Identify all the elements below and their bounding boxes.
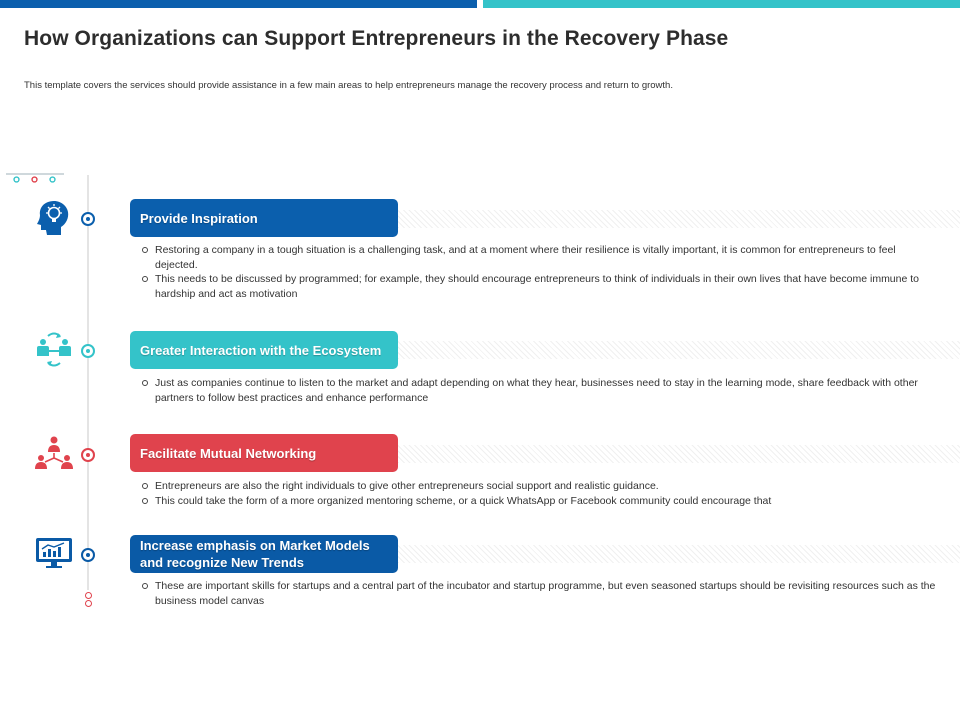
timeline-node — [81, 448, 95, 462]
decor-gear-icon — [48, 176, 57, 183]
monitor-chart-icon — [34, 534, 74, 574]
timeline-line — [87, 175, 89, 590]
bullet-item: This could take the form of a more organized mentoring scheme, or a quick WhatsApp or Facebook community could encourage that — [140, 494, 940, 509]
header-stripe — [398, 210, 960, 228]
timeline-end-dot — [85, 592, 92, 599]
head-lightbulb-icon — [34, 198, 74, 238]
page-title: How Organizations can Support Entrepreneurs in the Recovery Phase — [24, 27, 729, 50]
timeline-node — [81, 212, 95, 226]
top-bar-teal — [483, 0, 960, 8]
section-bullet-list — [140, 376, 940, 405]
people-exchange-icon — [34, 330, 74, 370]
top-bar-blue — [0, 0, 477, 8]
section-heading-market-models: Increase emphasis on Market Models and recognize New Trends — [130, 535, 398, 573]
decor-gear-icon — [30, 176, 39, 183]
timeline-end-dot — [85, 600, 92, 607]
bullet-item: Restoring a company in a tough situation is a challenging task, and at a moment where their resilience is vitally important, it is common for entrepreneurs to feel dejected. — [140, 243, 940, 272]
section-bullet-list — [140, 579, 940, 608]
timeline-node — [81, 344, 95, 358]
header-stripe — [398, 545, 960, 563]
timeline-top-rule — [6, 173, 64, 175]
section-heading-ecosystem: Greater Interaction with the Ecosystem — [130, 331, 398, 369]
timeline-node — [81, 548, 95, 562]
header-stripe — [398, 445, 960, 463]
section-heading-networking: Facilitate Mutual Networking — [130, 434, 398, 472]
bullet-item: This needs to be discussed by programmed; for example, they should encourage entrepreneurs to think of individuals in their own lives that have become immune to hardship and act as motivation — [140, 272, 940, 301]
bullet-item: These are important skills for startups and a central part of the incubator and startup programme, but even seasoned startups should be revisiting resources such as the business model canvas — [140, 579, 940, 608]
bullet-item: Entrepreneurs are also the right individuals to give other entrepreneurs social support and realistic guidance. — [140, 479, 940, 494]
section-heading-provide-inspiration: Provide Inspiration — [130, 199, 398, 237]
decor-gear-icon — [12, 176, 21, 183]
section-bullet-list — [140, 479, 940, 508]
header-stripe — [398, 341, 960, 359]
section-bullet-list — [140, 243, 940, 301]
network-people-icon — [34, 434, 74, 474]
page-subtitle: This template covers the services should provide assistance in a few main areas to help entrepreneurs manage the recovery process and return to growth. — [24, 80, 673, 91]
bullet-item: Just as companies continue to listen to the market and adapt depending on what they hear, businesses need to stay in the learning mode, share feedback with other partners to follow best practices and enhance performance — [140, 376, 940, 405]
